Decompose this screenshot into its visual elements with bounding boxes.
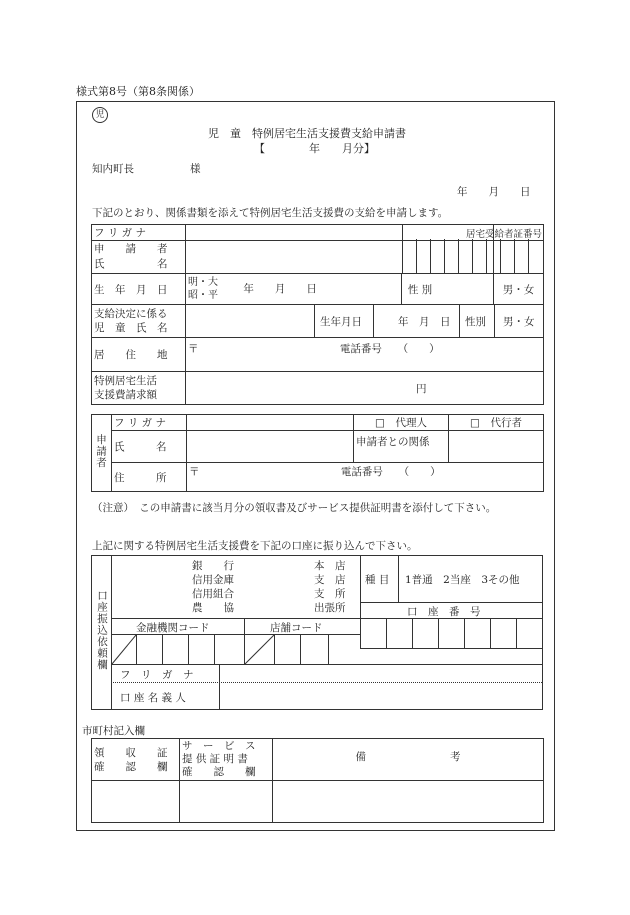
addressee-sama: 様 xyxy=(190,163,201,175)
form-title: 児 童 特例居宅生活支援費支給申請書 xyxy=(208,127,406,140)
service-check-field[interactable] xyxy=(180,781,273,823)
agent-name-field[interactable] xyxy=(187,431,354,463)
relation-field[interactable] xyxy=(449,431,544,463)
city-table xyxy=(91,738,544,823)
agent-postal-icon: 〒 xyxy=(189,465,200,478)
address-field[interactable] xyxy=(186,338,544,372)
inst-types: 銀 行 信用金庫 信用組合 農 協 xyxy=(192,560,234,614)
bank-intro: 上記に関する特例居宅生活支援費を下記の口座に振り込んで下さい。 xyxy=(92,540,418,552)
proxy-option[interactable]: □ 代行者 xyxy=(449,415,544,431)
cert-grid xyxy=(402,239,543,273)
postal-icon: 〒 xyxy=(188,343,199,355)
child-dob-ymd: 年 月 日 xyxy=(398,316,451,328)
agent-address-field[interactable] xyxy=(187,463,544,492)
dob-label: 生 年 月 日 xyxy=(92,274,186,305)
child-name-label: 支給決定に係る 児 童 氏 名 xyxy=(92,305,186,338)
furigana-label: フ リ ガ ナ xyxy=(92,225,186,241)
form-subtitle: 【 年 月分】 xyxy=(254,142,375,155)
sex-value[interactable]: 男・女 xyxy=(494,274,544,305)
agent-side-label: 申請者 xyxy=(92,415,112,492)
child-mark-icon: 児 xyxy=(92,107,108,123)
remarks-label: 備 考 xyxy=(273,739,544,781)
claim-label: 特例居宅生活 支援費請求額 xyxy=(92,372,186,405)
cert-number-label: 居宅受給者証番号 xyxy=(494,225,544,241)
agent-furigana-label: フ リ ガ ナ xyxy=(112,415,187,431)
bank-block xyxy=(91,555,543,710)
type-label: 種 目 xyxy=(365,574,390,586)
child-sex-label: 性別 xyxy=(465,316,486,328)
application-date: 年 月 日 xyxy=(457,186,531,198)
intro-text: 下記のとおり、関係書類を添えて特例居宅生活支援費の支給を申請します。 xyxy=(92,207,449,219)
sex-cell xyxy=(402,274,494,305)
type-value[interactable]: 1普通 2当座 3その他 xyxy=(405,574,520,586)
branch-code-label: 店舗コード xyxy=(270,622,323,634)
service-check-label: サ ー ビ ス 提 供 証 明 書 確 認 欄 xyxy=(180,739,273,781)
remarks-field[interactable] xyxy=(273,781,544,823)
address-label: 居 住 地 xyxy=(92,338,186,372)
agent-table xyxy=(91,414,544,492)
inst-code-label: 金融機関コード xyxy=(136,622,210,634)
bank-side-label: 口座振込依頼欄 xyxy=(96,590,108,671)
child-row xyxy=(186,305,544,338)
holder-field[interactable] xyxy=(220,686,540,706)
sex-label: 性 別 xyxy=(407,283,433,296)
claim-field[interactable] xyxy=(186,372,544,405)
child-sex-value[interactable]: 男・女 xyxy=(503,316,535,328)
inst-code-slash-icon xyxy=(112,635,136,664)
agent-option[interactable]: □ 代理人 xyxy=(354,415,449,431)
addressee: 知内町長 xyxy=(92,163,134,175)
child-dob-label: 生年月日 xyxy=(320,316,362,328)
phone-label: 電話番号 （ ） xyxy=(339,343,440,355)
agent-address-label: 住 所 xyxy=(112,463,187,492)
holder-label: 口 座 名 義 人 xyxy=(120,692,186,704)
agent-phone-label: 電話番号 （ ） xyxy=(340,465,441,478)
branch-types: 本 店 支 店 支 所 出張所 xyxy=(314,560,346,614)
branch-code-slash-icon xyxy=(245,635,274,664)
yen-label: 円 xyxy=(416,382,427,395)
agent-name-label: 氏 名 xyxy=(112,431,187,463)
dob-field[interactable] xyxy=(186,274,402,305)
dob-ymd: 年 月 日 xyxy=(243,283,317,295)
account-number-label: 口 座 番 号 xyxy=(407,606,481,618)
receipt-check-field[interactable] xyxy=(92,781,180,823)
note-text: （注意） この申請書に該当月分の領収書及びサービス提供証明書を添付して下さい。 xyxy=(92,502,497,514)
applicant-name-label: 申 請 者 氏 名 xyxy=(92,241,186,274)
form-number: 様式第8号（第8条関係） xyxy=(76,85,200,98)
relation-label: 申請者との関係 xyxy=(354,431,449,463)
era-line2: 昭・平 xyxy=(188,290,218,301)
city-section-label: 市町村記入欄 xyxy=(82,725,145,737)
holder-furigana-label: フ リ ガ ナ xyxy=(120,669,194,681)
agent-furigana-field[interactable] xyxy=(187,415,354,431)
receipt-check-label: 領 収 証 確 認 欄 xyxy=(92,739,180,781)
era-line1: 明・大 xyxy=(188,277,218,288)
